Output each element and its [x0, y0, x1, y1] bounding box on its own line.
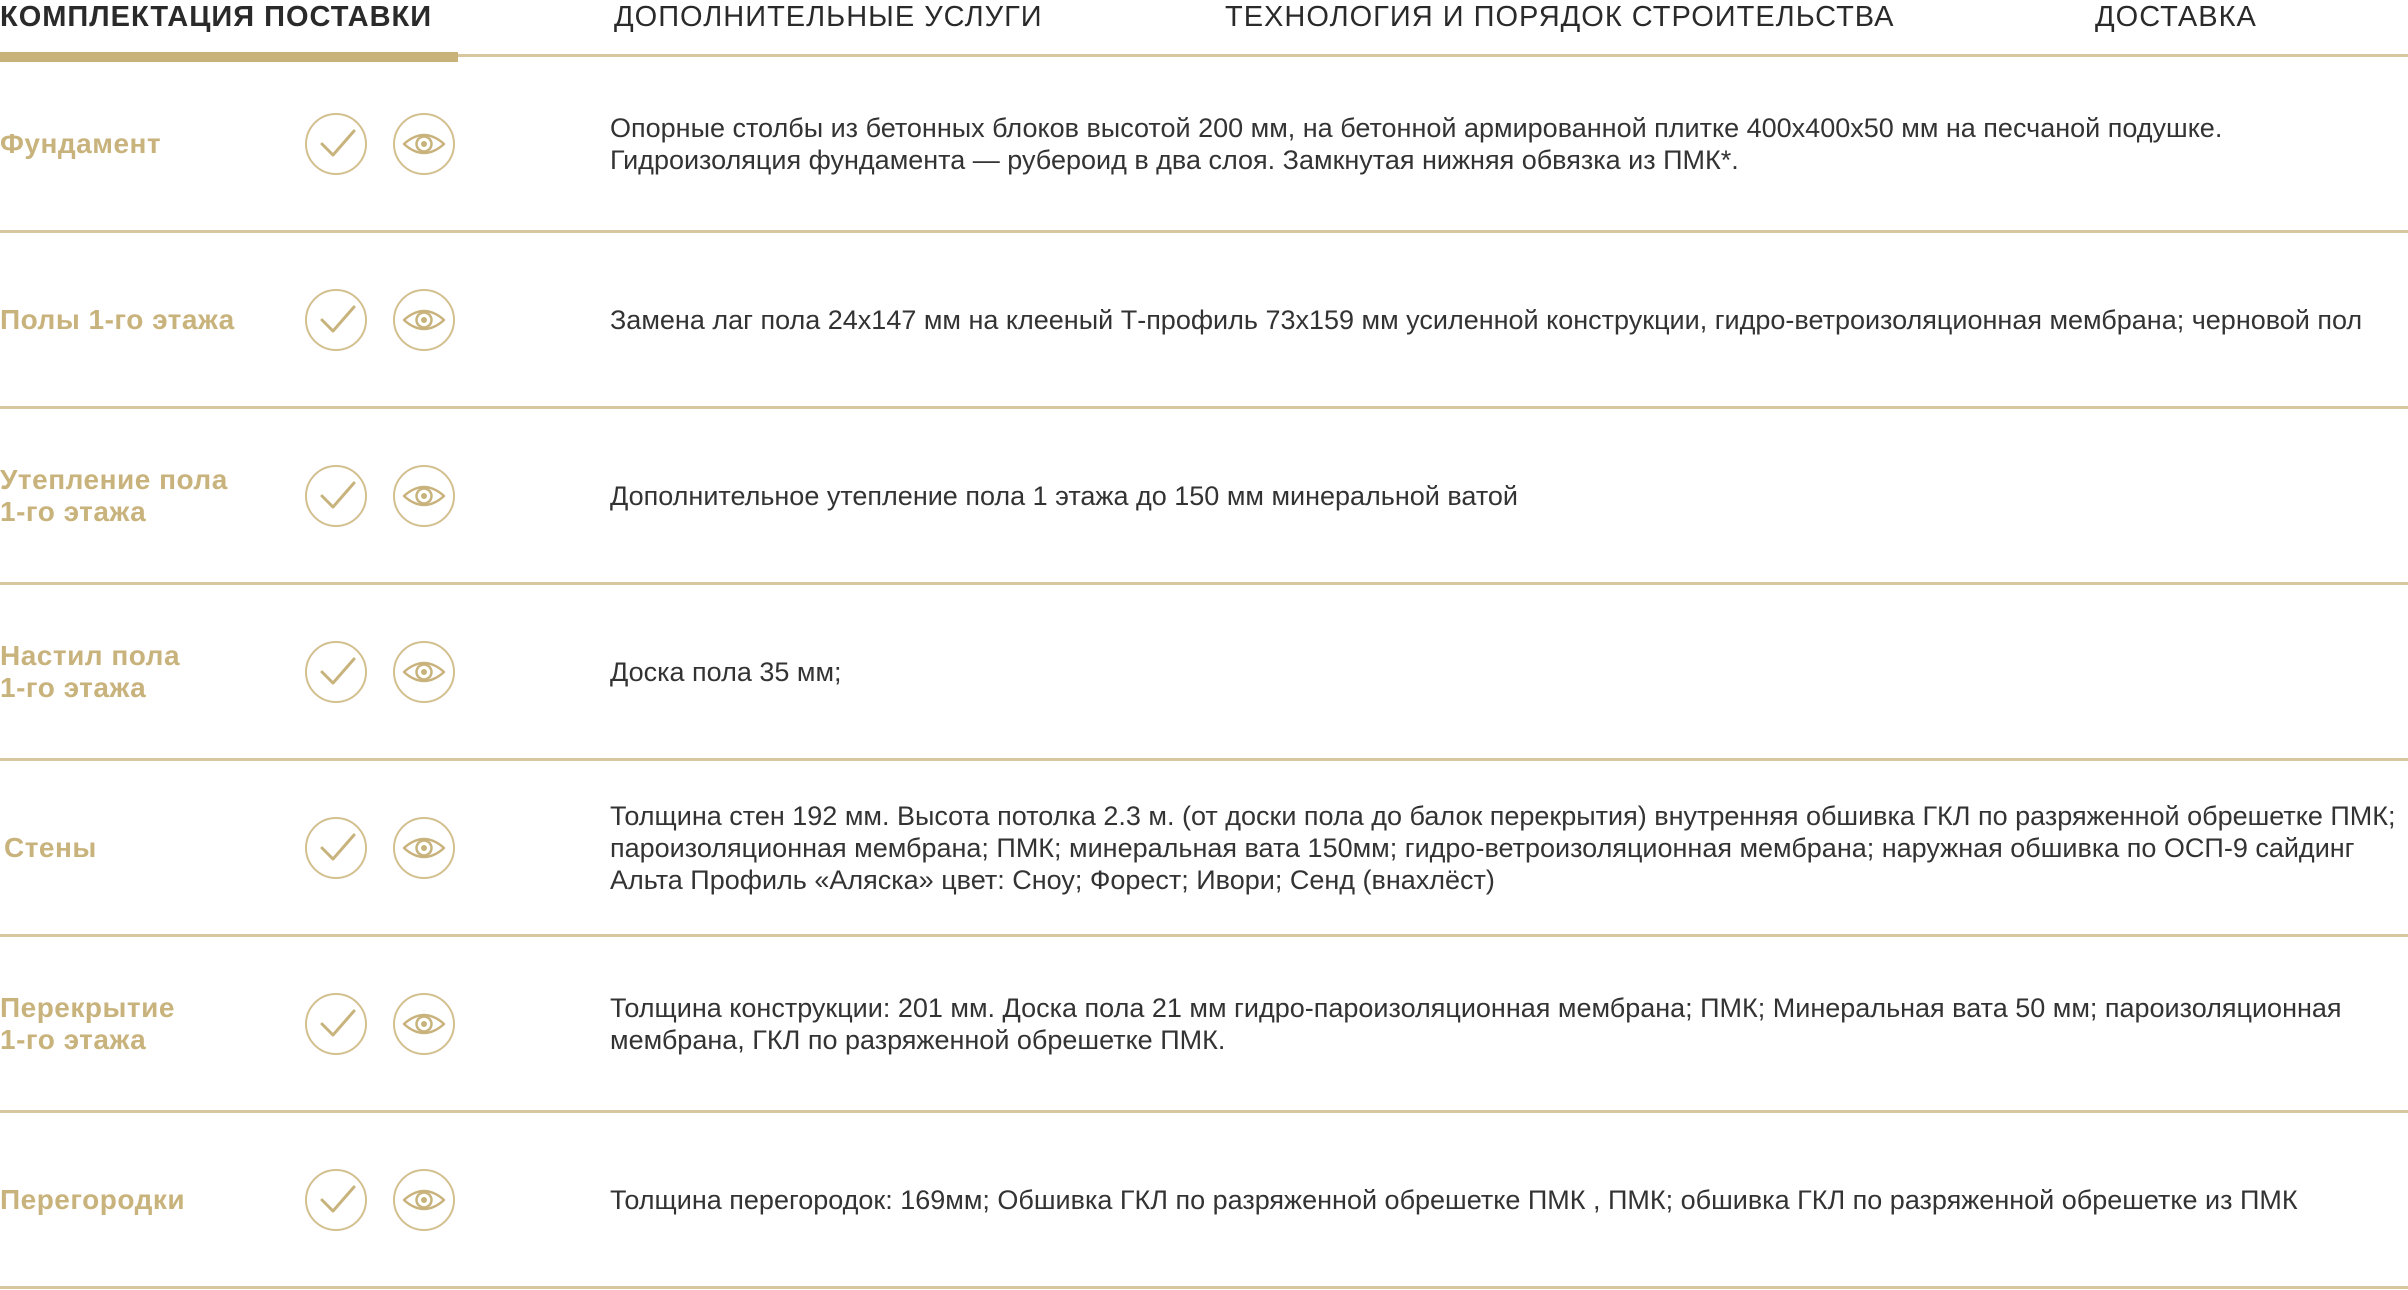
eye-circle-icon[interactable]: [393, 1169, 455, 1231]
eye-circle-icon[interactable]: [393, 289, 455, 351]
tab-dop-uslugi[interactable]: ДОПОЛНИТЕЛЬНЫЕ УСЛУГИ: [614, 1, 1043, 33]
check-circle-icon[interactable]: [305, 465, 367, 527]
table-row: [0, 761, 2408, 937]
tab-dostavka[interactable]: ДОСТАВКА: [2095, 1, 2257, 33]
row-label: Перекрытие 1-го этажа: [0, 991, 175, 1055]
row-label: Стены: [4, 831, 97, 863]
table-row: [0, 937, 2408, 1113]
tab-tehnologiya[interactable]: ТЕХНОЛОГИЯ И ПОРЯДОК СТРОИТЕЛЬСТВА: [1225, 1, 1895, 33]
row-label: Перегородки: [0, 1183, 186, 1215]
check-circle-icon[interactable]: [305, 641, 367, 703]
tab-bar: [0, 0, 2408, 58]
row-description: Дополнительное утепление пола 1 этажа до 150 мм минеральной ватой: [610, 480, 1519, 511]
row-description: Замена лаг пола 24х147 мм на клееный Т-профиль 73х159 мм усиленной конструкции, гидро-ветроизоляционная мембрана; черновой пол: [610, 304, 2363, 335]
check-circle-icon[interactable]: [305, 993, 367, 1055]
table-row: [0, 233, 2408, 409]
tab-komplektaciya[interactable]: КОМПЛЕКТАЦИЯ ПОСТАВКИ: [0, 1, 433, 33]
check-circle-icon[interactable]: [305, 1169, 367, 1231]
row-label: Утепление пола 1-го этажа: [0, 463, 228, 527]
table-row: [0, 585, 2408, 761]
row-description: Доска пола 35 мм;: [610, 656, 842, 687]
row-label: Настил пола 1-го этажа: [0, 639, 181, 703]
row-description: Толщина конструкции: 201 мм. Доска пола 21 мм гидро-пароизоляционная мембрана; ПМК; Минеральная вата 50 мм; пароизоляционная мембрана, ГКЛ по разряженной обрешетке ПМК.: [610, 992, 2342, 1055]
check-circle-icon[interactable]: [305, 113, 367, 175]
spec-table: [0, 57, 2408, 1289]
eye-circle-icon[interactable]: [393, 641, 455, 703]
check-circle-icon[interactable]: [305, 289, 367, 351]
eye-circle-icon[interactable]: [393, 817, 455, 879]
eye-circle-icon[interactable]: [393, 465, 455, 527]
row-description: Толщина стен 192 мм. Высота потолка 2.3 м. (от доски пола до балок перекрытия) внутренняя обшивка ГКЛ по разряженной обрешетке ПМК; пароизоляционная мембрана; ПМК; минеральная вата 150мм; гидро-ветроизоляционная мембрана; наружная обшивка по ОСП-9 сайдинг Альта Профиль «Аляска» цвет: Сноу; Форест; Ивори; Сенд (внахлёст): [610, 800, 2396, 895]
table-row: [0, 1113, 2408, 1289]
table-row: [0, 57, 2408, 233]
row-description: Опорные столбы из бетонных блоков высотой 200 мм, на бетонной армированной плитке 400х400х50 мм на песчаной подушке. Гидроизоляция фундамента — рубероид в два слоя. Замкнутая нижняя обвязка из ПМК*.: [610, 112, 2223, 175]
check-circle-icon[interactable]: [305, 817, 367, 879]
table-row: [0, 409, 2408, 585]
eye-circle-icon[interactable]: [393, 993, 455, 1055]
row-label: Фундамент: [0, 127, 162, 159]
eye-circle-icon[interactable]: [393, 113, 455, 175]
row-label: Полы 1-го этажа: [0, 303, 235, 335]
row-description: Толщина перегородок: 169мм; Обшивка ГКЛ по разряженной обрешетке ПМК , ПМК; обшивка ГКЛ по разряженной обрешетке из ПМК: [610, 1184, 2298, 1215]
